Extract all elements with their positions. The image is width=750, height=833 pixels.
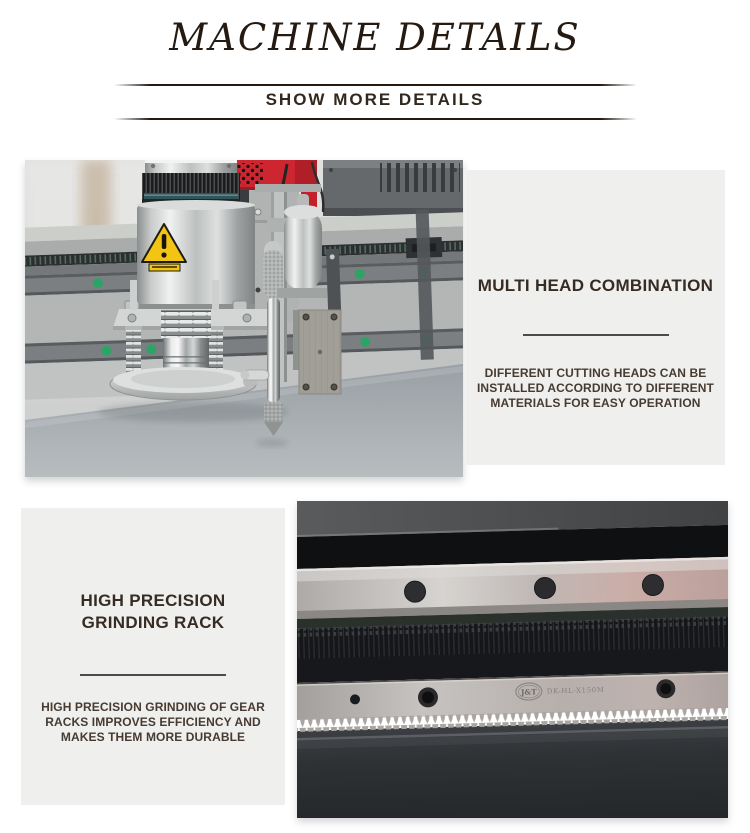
panel-divider: [80, 674, 226, 676]
multi-head-panel: [466, 170, 725, 465]
header-subtitle: SHOW MORE DETAILS: [265, 90, 485, 109]
pressure-foot-disc: [110, 367, 257, 400]
spindle-spring: [161, 310, 211, 338]
gear-rack-photo-illustration: [297, 501, 728, 818]
section-heading: [466, 275, 725, 297]
panel-divider: [523, 334, 669, 336]
header-divider-bottom: [114, 118, 637, 120]
section-heading-line: MULTI HEAD COMBINATION: [477, 276, 714, 295]
model-text: DK-HL-X150M: [546, 685, 605, 696]
section-heading: [21, 590, 285, 634]
page-title: MACHINE DETAILS: [169, 16, 581, 59]
machine-head-photo: [25, 160, 463, 477]
rack-rail-stack: [297, 501, 728, 818]
header-divider-top: [114, 84, 637, 86]
section-heading-line: GRINDING RACK: [81, 613, 225, 632]
section-description: HIGH PRECISION GRINDING OF GEAR RACKS IMPROVES EFFICIENCY AND MAKES THEM MORE DURABLE: [41, 700, 265, 744]
gear-rack-photo: [297, 501, 728, 818]
section-description: DIFFERENT CUTTING HEADS CAN BE INSTALLED ACCORDING TO DIFFERENT MATERIALS FOR EASY OPERATION: [477, 366, 714, 410]
machine-head-photo-illustration: [25, 160, 463, 477]
logo-text: J&T: [520, 687, 537, 697]
spindle-pulley: [142, 160, 240, 205]
brushed-mount-plate: [293, 310, 341, 394]
machine-housing: [323, 160, 463, 216]
grinding-rack-panel: [21, 508, 285, 805]
section-heading-line: HIGH PRECISION: [80, 591, 226, 610]
